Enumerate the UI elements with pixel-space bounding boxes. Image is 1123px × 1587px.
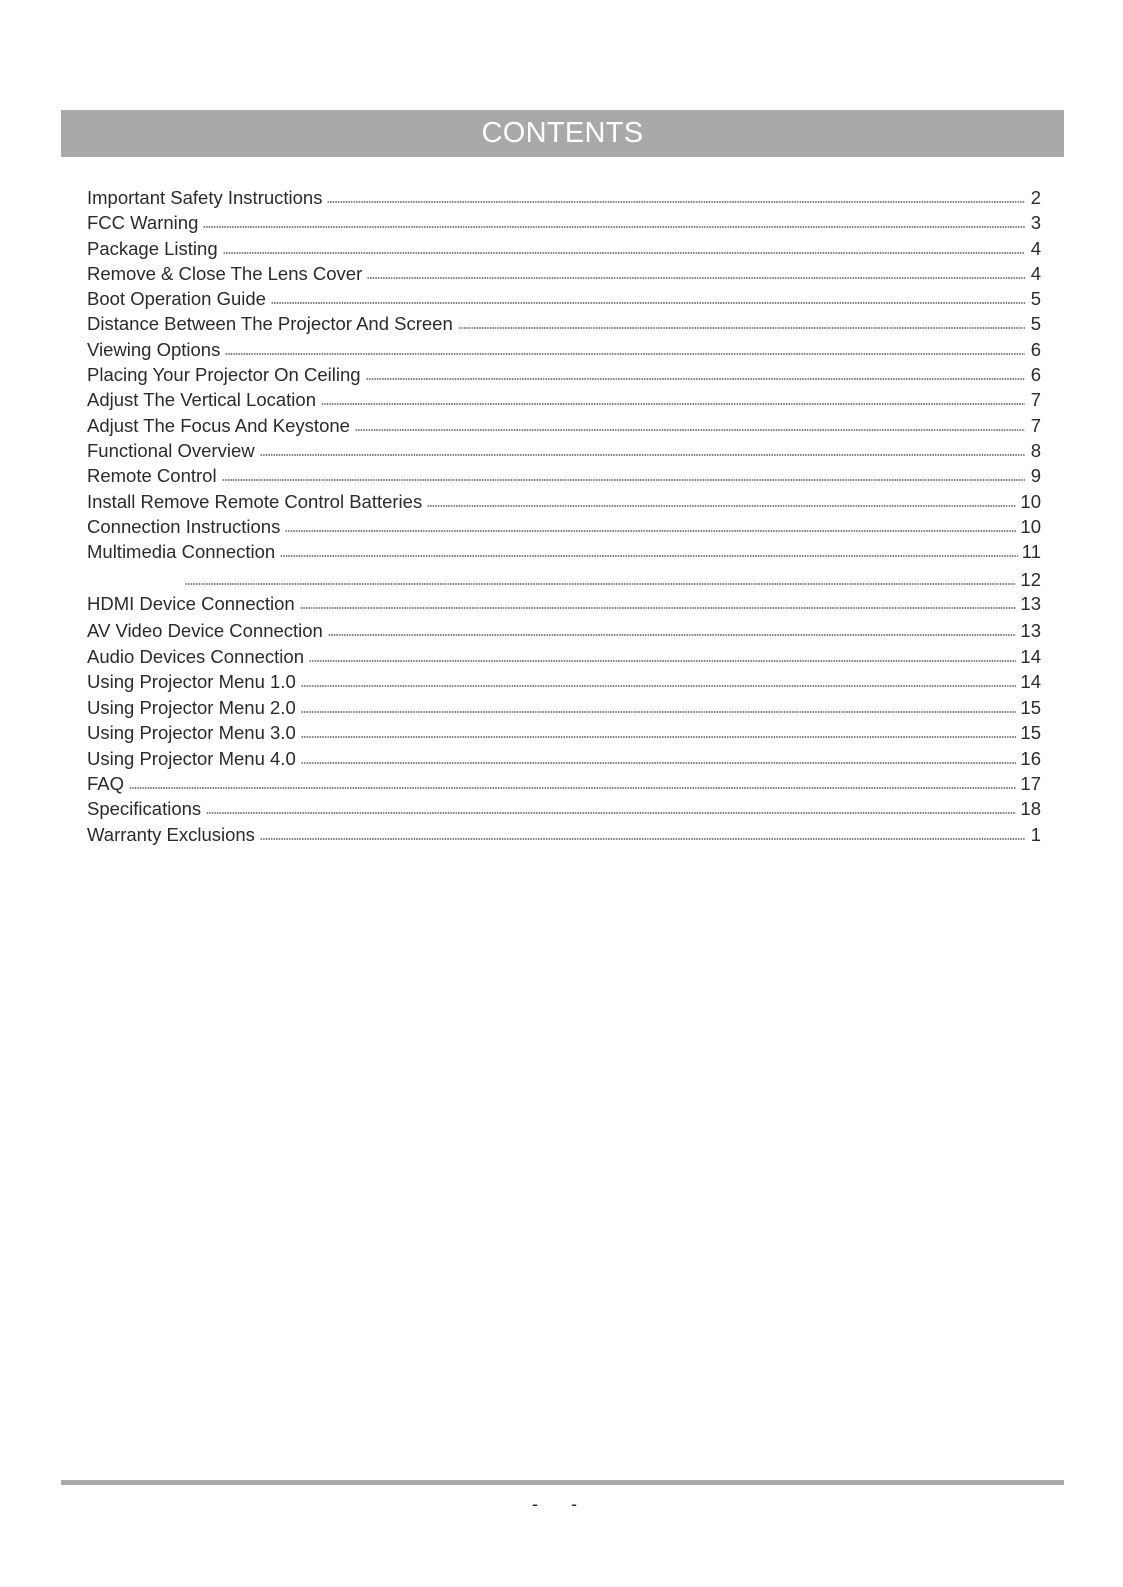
table-of-contents [87,185,1041,865]
toc-entry-title: FAQ [87,773,125,794]
toc-entry-page: 8 [1030,440,1041,461]
toc-entry[interactable] [87,591,1041,615]
toc-entry-page: 1 [1030,824,1041,845]
toc-entry-title: Multimedia Connection [87,541,276,562]
toc-entry-page: 4 [1030,238,1041,259]
toc-entry-page: 10 [1020,516,1041,537]
dot-leader [458,327,1025,329]
toc-entry-page: 5 [1030,288,1041,309]
toc-entry-page: 17 [1020,773,1041,794]
toc-entry[interactable] [87,236,1041,260]
dot-leader [206,812,1016,814]
dot-leader [427,505,1016,507]
dot-leader [309,660,1016,662]
dot-leader [129,787,1016,789]
toc-entry-page: 15 [1020,697,1041,718]
toc-entry-page: 10 [1020,491,1041,512]
toc-entry[interactable] [87,463,1041,487]
toc-entry-page: 18 [1020,798,1041,819]
toc-entry[interactable] [87,261,1041,285]
toc-entry-title: Adjust The Focus And Keystone [87,415,350,436]
dot-leader [355,429,1025,431]
toc-entry[interactable] [87,746,1041,770]
toc-entry[interactable] [87,286,1041,310]
page-title: CONTENTS [481,117,644,149]
dot-leader [328,634,1017,636]
footer-divider [61,1480,1064,1485]
toc-entry-page: 4 [1030,263,1041,284]
dot-leader [222,479,1025,481]
toc-entry[interactable] [87,514,1041,538]
dot-leader [280,555,1018,557]
toc-entry-title: Warranty Exclusions [87,824,255,845]
toc-entry[interactable] [87,796,1041,820]
toc-entry-title: Remote Control [87,465,217,486]
toc-entry-title: Remove & Close The Lens Cover [87,263,363,284]
dot-leader [185,583,1016,585]
toc-entry-title: Boot Operation Guide [87,288,266,309]
toc-entry[interactable] [87,311,1041,335]
toc-entry-page: 6 [1030,339,1041,360]
toc-entry-title: Install Remove Remote Control Batteries [87,491,423,512]
toc-entry-page: 9 [1030,465,1041,486]
toc-entry-title: Important Safety Instructions [87,187,323,208]
toc-entry-title: AV Video Device Connection [87,620,323,641]
toc-entry-title: Viewing Options [87,339,221,360]
toc-entry-page: 2 [1030,187,1041,208]
toc-entry[interactable] [87,185,1041,209]
toc-entry-title: Specifications [87,798,202,819]
toc-entry-title: Using Projector Menu 1.0 [87,671,296,692]
dot-leader [301,762,1017,764]
toc-entry-page: 6 [1030,364,1041,385]
toc-entry[interactable] [87,822,1041,846]
dot-leader [327,201,1025,203]
toc-entry[interactable] [87,413,1041,437]
toc-entry[interactable] [87,387,1041,411]
toc-entry[interactable] [87,695,1041,719]
toc-entry-page: 15 [1020,722,1041,743]
toc-entry-title: Package Listing [87,238,218,259]
toc-entry-title: Distance Between The Projector And Screen [87,313,453,334]
toc-entry-title: Functional Overview [87,440,255,461]
toc-entry[interactable] [87,438,1041,462]
toc-entry-page: 16 [1020,748,1041,769]
toc-entry-title: Audio Devices Connection [87,646,304,667]
toc-entry[interactable] [87,567,1041,591]
toc-entry[interactable] [87,539,1041,563]
dot-leader [300,607,1017,609]
dot-leader [285,530,1016,532]
toc-entry[interactable] [87,210,1041,234]
toc-entry-page: 7 [1030,415,1041,436]
toc-entry[interactable] [87,644,1041,668]
dot-leader [367,277,1025,279]
toc-entry[interactable] [87,618,1041,642]
toc-entry-page: 7 [1030,389,1041,410]
toc-entry-title: FCC Warning [87,212,199,233]
toc-entry-title: Using Projector Menu 4.0 [87,748,296,769]
toc-entry-title: Connection Instructions [87,516,281,537]
toc-entry-page: 5 [1030,313,1041,334]
dot-leader [301,711,1017,713]
toc-entry[interactable] [87,669,1041,693]
toc-entry[interactable] [87,362,1041,386]
dot-leader [321,403,1025,405]
toc-entry[interactable] [87,771,1041,795]
dot-leader [260,838,1025,840]
contents-header-band [61,110,1064,157]
dot-leader [260,454,1025,456]
toc-entry-page: 13 [1020,620,1041,641]
dot-leader [301,736,1017,738]
toc-entry-title: Placing Your Projector On Ceiling [87,364,361,385]
toc-entry-page: 14 [1020,671,1041,692]
toc-entry-title: Using Projector Menu 2.0 [87,697,296,718]
toc-entry-page: 11 [1021,541,1041,562]
toc-entry-title: Adjust The Vertical Location [87,389,316,410]
toc-entry[interactable] [87,489,1041,513]
toc-entry-page: 13 [1020,593,1041,614]
toc-entry-title: Using Projector Menu 3.0 [87,722,296,743]
toc-entry-title: HDMI Device Connection [87,593,295,614]
toc-entry-page: 3 [1030,212,1041,233]
dot-leader [225,353,1025,355]
dot-leader [223,252,1025,254]
dot-leader [271,302,1025,304]
footer-page-marker: - - [532,1494,591,1514]
dot-leader [366,378,1025,380]
dot-leader [203,226,1025,228]
toc-entry-page: 14 [1020,646,1041,667]
dot-leader [301,685,1017,687]
toc-entry-page: 12 [1020,569,1041,590]
toc-entry[interactable] [87,720,1041,744]
toc-entry[interactable] [87,337,1041,361]
